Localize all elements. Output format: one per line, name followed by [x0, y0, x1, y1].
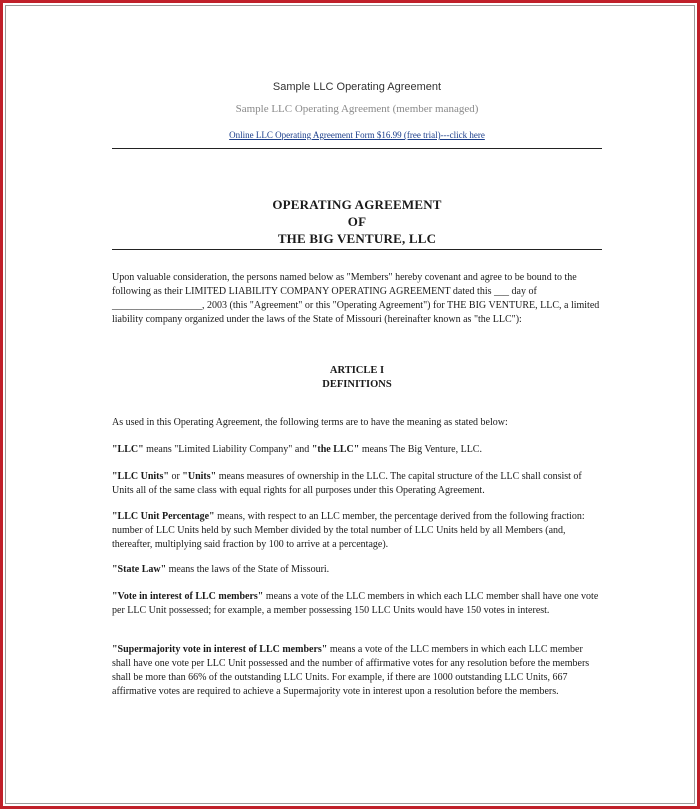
definition-supermajority-vote: [112, 643, 602, 699]
site-title: Sample LLC Operating Agreement: [272, 81, 442, 93]
title-divider: [112, 249, 602, 250]
article-number: ARTICLE I: [329, 365, 385, 376]
definition-vote-in-interest: [112, 590, 602, 618]
definition-text: or: [168, 471, 183, 482]
definition-text: means "Limited Liability Company" and: [143, 444, 312, 455]
title-line-1: OPERATING AGREEMENT: [272, 197, 442, 212]
article-title: DEFINITIONS: [322, 379, 392, 390]
definition-text: means a vote of the LLC members in which each LLC member shall have one vote per LLC Unit possessed and the number of affirmative votes for any resolution before the members shall be more than 66% of the outstanding LLC Units. For example, if there are 1000 outstanding LLC Units, 667 affirmative votes are required to achieve a Supermajority vote in interest upon a resolution before the members.: [112, 644, 590, 697]
definition-state-law: [112, 563, 602, 577]
definition-llc: [112, 443, 602, 457]
top-divider: [112, 148, 602, 149]
title-line-2: OF: [347, 214, 367, 229]
definitions-intro: As used in this Operating Agreement, the following terms are to have the meaning as stated below:: [112, 417, 508, 428]
definition-term: "Supermajority vote in interest of LLC members": [112, 644, 328, 655]
document-page: [5, 5, 695, 804]
intro-paragraph: Upon valuable consideration, the persons named below as "Members" hereby covenant and agree to be bound to the following as their LIMITED LIABILITY COMPANY OPERATING AGREEMENT dated this ___ day of __________________, 2003 (this "Agreement" or this "Operating Agreement") for THE BIG VENTURE, LLC, a limited liability company organized under the laws of the State of Missouri (hereinafter known as "the LLC"):: [112, 272, 600, 325]
definition-text: means a vote of the LLC members in which each LLC member shall have one vote per LLC Unit possessed; for example, a member possessing 150 LLC Units would have 150 votes in interest.: [112, 591, 599, 616]
definition-llc-units: [112, 470, 602, 498]
definition-text: means measures of ownership in the LLC. The capital structure of the LLC shall consist of Units all of the same class with equal rights for all purposes under this Operating Agreement.: [112, 471, 582, 496]
definition-term: "LLC Unit Percentage": [112, 511, 215, 522]
definition-term: "Vote in interest of LLC members": [112, 591, 264, 602]
definition-text: means The Big Venture, LLC.: [359, 444, 482, 455]
definition-term: "LLC Units": [112, 471, 169, 482]
site-subtitle: Sample LLC Operating Agreement (member managed): [235, 103, 479, 115]
definition-term: "LLC": [112, 444, 144, 455]
title-line-3: THE BIG VENTURE, LLC: [277, 231, 437, 246]
promo-link[interactable]: Online LLC Operating Agreement Form $16.99 (free trial)---click here: [229, 130, 485, 140]
definition-term: "Units": [182, 471, 217, 482]
definition-text: means, with respect to an LLC member, the percentage derived from the following fraction: number of LLC Units held by such Member divided by the total number of LLC Units held by all Members (and, thereafter, multiplying said fraction by 100 to arrive at a percentage).: [112, 511, 585, 550]
document-title: [112, 196, 602, 247]
definition-term: "the LLC": [311, 444, 360, 455]
definition-unit-percentage: [112, 510, 602, 552]
definition-term: "State Law": [112, 564, 167, 575]
definition-text: means the laws of the State of Missouri.: [166, 564, 330, 575]
article-heading: [112, 364, 602, 392]
